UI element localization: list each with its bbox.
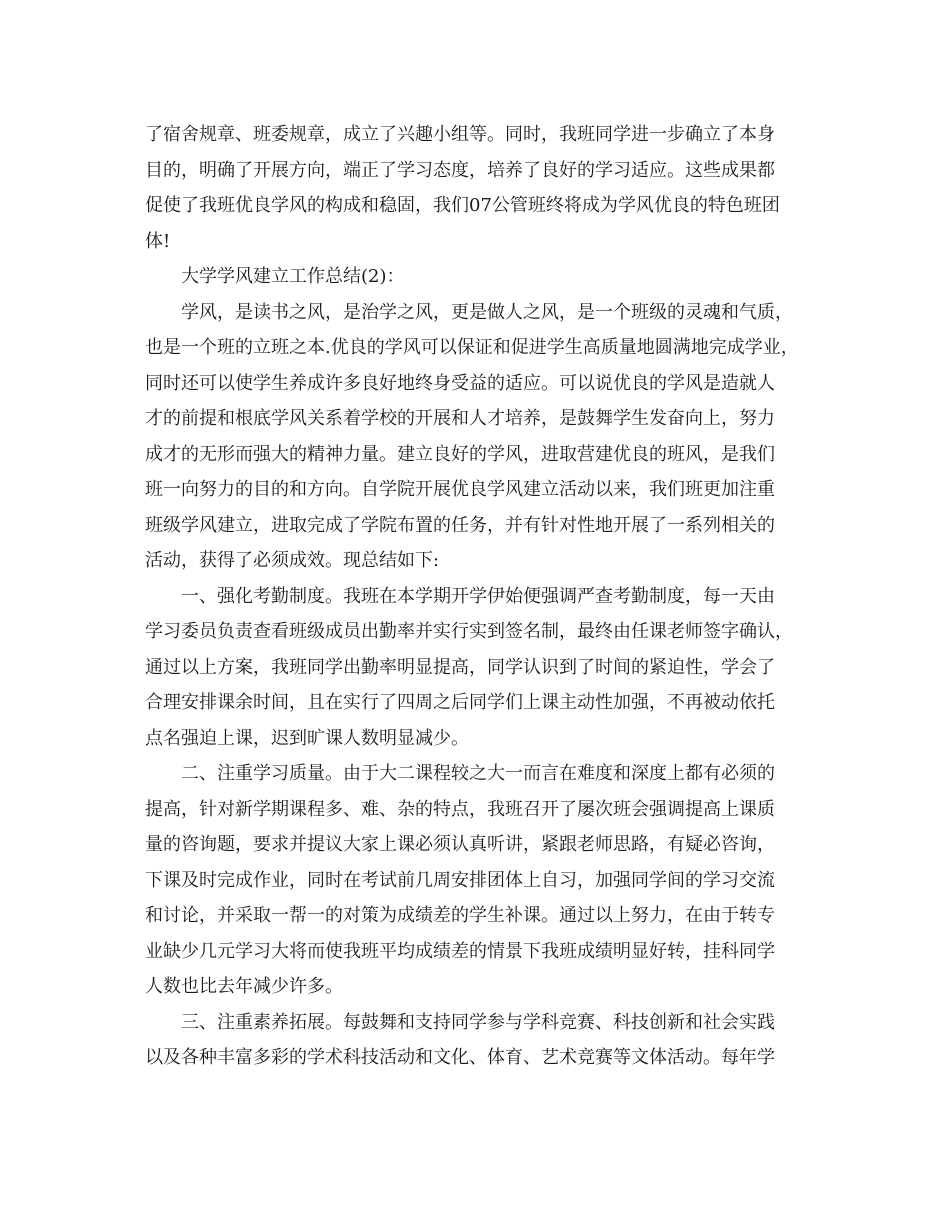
text-line: 点名强迫上课，迟到旷课人数明显减少。 bbox=[145, 727, 469, 749]
text-line: 班一向努力的目的和方向。自学院开展优良学风建立活动以来，我们班更加注重 bbox=[145, 479, 775, 500]
text-line: 大学学风建立工作总结(2)： bbox=[181, 266, 405, 287]
text-line: 同时还可以使学生养成许多良好地终身受益的适应。可以说优良的学风是造就人 bbox=[145, 372, 775, 394]
text-line: 促使了我班优良学风的构成和稳固，我们07公管班终将成为学风优良的特色班团 bbox=[145, 195, 780, 216]
text-line: 二、注重学习质量。由于大二课程较之大一而言在难度和深度上都有必须的 bbox=[181, 763, 775, 784]
text-line: 一、强化考勤制度。我班在本学期开学伊始便强调严查考勤制度，每一天由 bbox=[181, 585, 775, 607]
text-line: 和讨论，并采取一帮一的对策为成绩差的学生补课。通过以上努力，在由于转专 bbox=[145, 905, 775, 926]
document-body bbox=[145, 117, 835, 1076]
text-line: 下课及时完成作业，同时在考试前几周安排团体上自习，加强同学间的学习交流 bbox=[145, 869, 775, 891]
text-line: 班级学风建立，进取完成了学院布置的任务，并有针对性地开展了一系列相关的 bbox=[145, 514, 775, 536]
text-line: 学风，是读书之风，是治学之风，更是做人之风，是一个班级的灵魂和气质， bbox=[181, 301, 793, 323]
text-line: 提高，针对新学期课程多、难、杂的特点，我班召开了屡次班会强调提高上课质 bbox=[145, 798, 775, 820]
text-line: 活动，获得了必须成效。现总结如下: bbox=[145, 550, 440, 571]
text-line: 了宿舍规章、班委规章，成立了兴趣小组等。同时，我班同学进一步确立了本身 bbox=[145, 124, 775, 145]
text-line: 以及各种丰富多彩的学术科技活动和文化、体育、艺术竞赛等文体活动。每年学 bbox=[145, 1047, 775, 1068]
text-line: 也是一个班的立班之本.优良的学风可以保证和促进学生高质量地圆满地完成学业， bbox=[145, 337, 799, 358]
text-line: 成才的无形而强大的精神力量。建立良好的学风，进取营建优良的班风，是我们 bbox=[145, 443, 775, 465]
text-line: 人数也比去年减少许多。 bbox=[145, 976, 343, 997]
text-line: 业缺少几元学习大将而使我班平均成绩差的情景下我班成绩明显好转，挂科同学 bbox=[145, 940, 775, 962]
text-line: 目的，明确了开展方向，端正了学习态度，培养了良好的学习适应。这些成果都 bbox=[145, 159, 775, 181]
text-line: 学习委员负责查看班级成员出勤率并实行实到签名制，最终由任课老师签字确认， bbox=[145, 621, 793, 642]
text-line: 体! bbox=[145, 230, 171, 252]
text-line: 通过以上方案，我班同学出勤率明显提高，同学认识到了时间的紧迫性，学会了 bbox=[145, 656, 775, 678]
text-line: 合理安排课余时间，且在实行了四周之后同学们上课主动性加强，不再被动依托 bbox=[145, 692, 775, 713]
text-line: 才的前提和根底学风关系着学校的开展和人才培养，是鼓舞学生发奋向上，努力 bbox=[145, 408, 775, 429]
text-line: 三、注重素养拓展。每鼓舞和支持同学参与学科竞赛、科技创新和社会实践 bbox=[181, 1011, 775, 1033]
text-line: 量的咨询题，要求并提议大家上课必须认真听讲，紧跟老师思路，有疑必咨询， bbox=[145, 834, 775, 855]
